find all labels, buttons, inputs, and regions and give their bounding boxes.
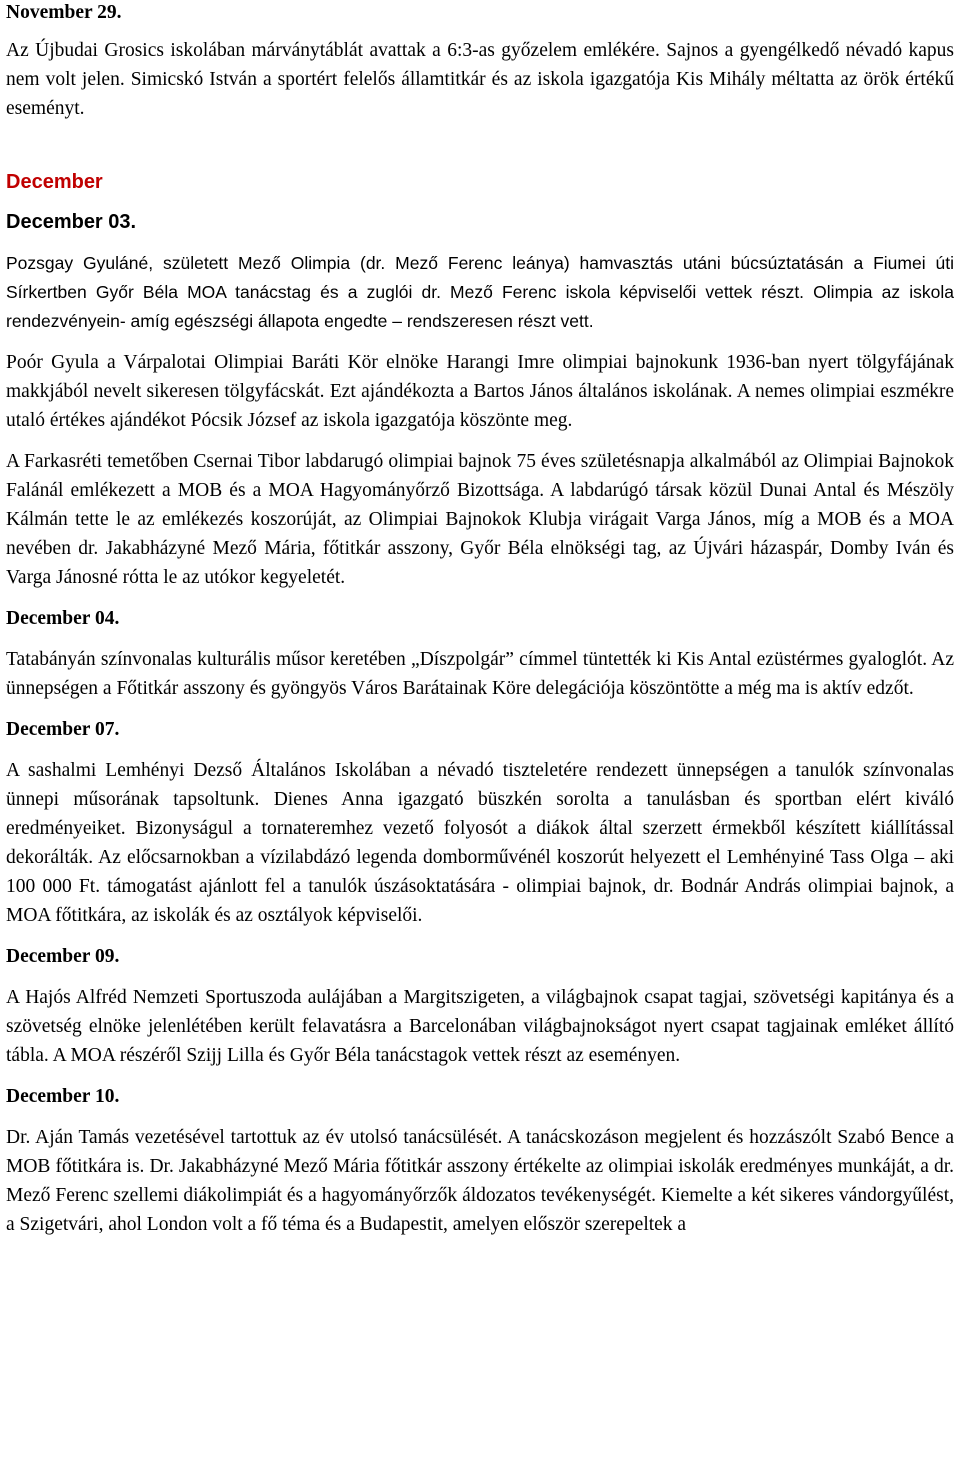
date-heading-december-09: December 09.: [6, 946, 120, 967]
paragraph-december-10: Dr. Aján Tamás vezetésével tartottuk az év utolsó tanácsülését. A tanácskozáson megjelent és hozzászólt Szabó Bence a MOB főtitkára is. Dr. Jakabházyné Mező Mária főtitkár asszony értékelte az olimpiai iskolák eredményes munkáját, a dr. Mező Ferenc szellemi diákolimpiát és a hagyományőrzők áldozatos tevékenységét. Kiemelte a két sikeres vándorgyűlést, a Szigetvári, ahol London volt a fő téma és a Budapestit, amelyen először szerepeltek a: [6, 1127, 954, 1235]
paragraph-december-04: Tatabányán színvonalas kulturális műsor keretében „Díszpolgár” címmel tüntették ki Kis Antal ezüstérmes gyaloglót. Az ünnepségen a Főtitkár asszony és gyöngyös Város Barátainak Köre delegációja köszöntötte a még ma is aktív edzőt.: [6, 649, 954, 699]
date-heading-december-07: December 07.: [6, 719, 120, 740]
date-heading-december-10: December 10.: [6, 1086, 120, 1107]
paragraph-varpalota-oak: Poór Gyula a Várpalotai Olimpiai Baráti Kör elnöke Harangi Imre olimpiai bajnokunk 1936-ban nyert tölgyfájának makkjából nevelt sikeresen tölgyfácskát. Ezt ajándékozta a Bartos János általános iskolának. A nemes olimpiai eszmékre utaló értékes ajándékot Pócsik József az iskola igazgatója köszönte meg.: [6, 352, 954, 431]
paragraph-farkasret-memorial: A Farkasréti temetőben Csernai Tibor labdarugó olimpiai bajnok 75 éves születésnapja alkalmából az Olimpiai Bajnokok Falánál emlékezett a MOB és a MOA Hagyományőrző Bizottsága. A labdarúgó társak közül Dunai Antal és Mészöly Kálmán tette le az emlékezés koszorúját, az Olimpiai Bajnokok Klubja virágait Varga János, míg a MOB és a MOA nevében dr. Jakabházyné Mező Mária, főtitkár asszony, Győr Béla elnökségi tag, az Újvári házaspár, Domby Iván és Varga Jánosné rótta le az utókor kegyeletét.: [6, 451, 954, 588]
paragraph-december-09: A Hajós Alfréd Nemzeti Sportuszoda aulájában a Margitszigeten, a világbajnok csapat tagjai, szövetségi kapitánya és a szövetség elnöke jelenlétében került felavatásra a Barcelonában világbajnokságot nyert csapat tagjainak emléket állító tábla. A MOA részéről Szijj Lilla és Győr Béla tanácstagok vettek részt az eseményen.: [6, 987, 954, 1066]
paragraph-december-07: A sashalmi Lemhényi Dezső Általános Iskolában a névadó tiszteletére rendezett ünnepségen a tanulók színvonalas ünnepi műsorának tapsoltunk. Dienes Anna igazgató büszkén sorolta a tanulásban és sportban elért kiváló eredményeiket. Bizonyságul a tornateremhez vezető folyosót a diákok által szerzett érmekből készített kiállítással dekorálták. Az előcsarnokban a vízilabdázó legenda domborművénél koszorút helyezett el Lemhényiné Tass Olga – aki 100 000 Ft. támogatást ajánlott fel a tanulók úszásoktatására - olimpiai bajnok, dr. Bodnár András olimpiai bajnok, a MOA főtitkára, az iskolák és az osztályok képviselői.: [6, 760, 954, 926]
paragraph-december-03: Pozsgay Gyuláné, született Mező Olimpia (dr. Mező Ferenc leánya) hamvasztás utáni búcsúztatásán a Fiumei úti Sírkertben Győr Béla MOA tanácstag és a zuglói dr. Mező Ferenc iskola képviselői vettek részt. Olimpia az iskola rendezvényein- amíg egészségi állapota engedte – rendszeresen részt vett.: [6, 253, 954, 331]
month-heading-december: December: [6, 171, 103, 193]
date-heading-december-03: December 03.: [6, 211, 137, 233]
date-heading-november-29: November 29.: [6, 2, 122, 23]
date-heading-december-04: December 04.: [6, 608, 120, 629]
paragraph-november-29: Az Újbudai Grosics iskolában márványtáblát avattak a 6:3-as győzelem emlékére. Sajnos a gyengélkedő névadó kapus nem volt jelen. Simicskó István a sportért felelős államtitkár és az iskola igazgatója Kis Mihály méltatta az örök értékű eseményt.: [6, 40, 954, 119]
